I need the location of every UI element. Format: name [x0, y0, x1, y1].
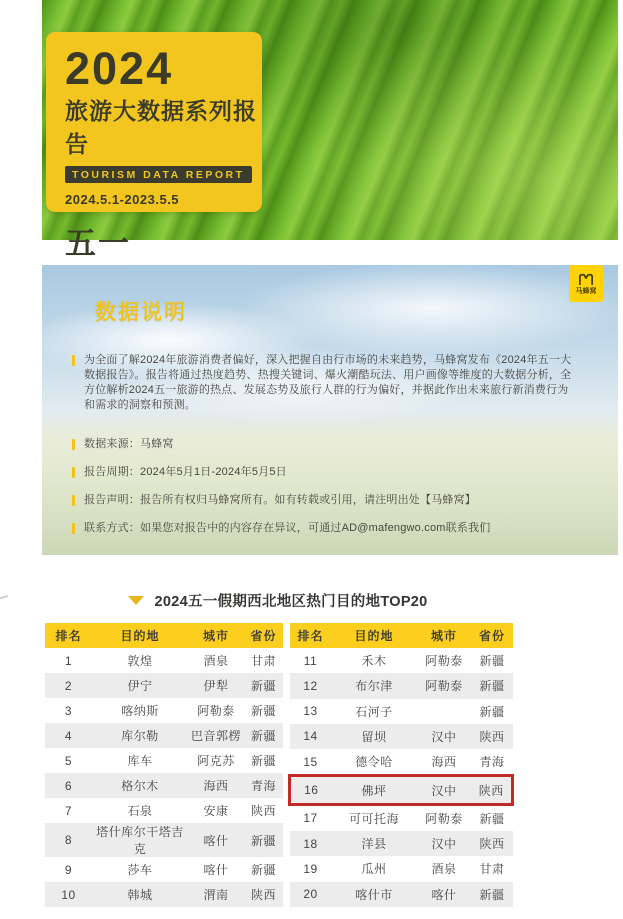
col-header-rank: 排名	[290, 623, 332, 648]
cell-city: 阿勒泰	[425, 811, 463, 826]
cell-city: 酒泉	[203, 654, 229, 668]
cell-destination: 韩城	[127, 888, 153, 902]
ranking-title: 2024五一假期西北地区热门目的地TOP20	[154, 593, 428, 610]
col-header-city: 城市	[417, 623, 472, 648]
cell-province: 陕西	[250, 888, 276, 902]
table-row	[45, 882, 283, 907]
cell-rank: 17	[303, 811, 318, 826]
table-row	[290, 831, 513, 856]
cell-rank: 14	[303, 729, 318, 744]
cell-city: 渭南	[203, 888, 229, 902]
cell-rank: 13	[303, 704, 318, 719]
cell-city: 阿勒泰	[425, 654, 463, 669]
cell-rank: 8	[64, 833, 73, 847]
cell-rank: 15	[303, 754, 318, 769]
table-row	[290, 648, 513, 673]
cell-rank: 6	[64, 778, 73, 793]
cell-province: 新疆	[479, 679, 505, 694]
cell-destination: 德令哈	[355, 755, 393, 770]
note-bullet-text: 联系方式：如果您对报告中的内容存在异议，可通过AD@mafengwo.com联系我们	[84, 522, 491, 534]
table-row	[290, 673, 513, 698]
cell-destination: 塔什库尔干塔吉克	[96, 825, 184, 856]
cover-holiday-label: 五一	[65, 226, 131, 261]
cell-destination: 喀纳斯	[121, 704, 159, 718]
ranking-title-row	[45, 590, 511, 610]
cell-city: 喀什	[203, 863, 229, 877]
cover-year: 2024	[65, 43, 174, 94]
cell-destination: 格尔木	[121, 779, 159, 793]
note-bullet	[72, 493, 577, 508]
cell-province: 青海	[479, 755, 505, 770]
cover-title-en-badge: TOURISM DATA REPORT	[65, 166, 252, 183]
cell-rank: 11	[303, 653, 318, 668]
cell-city: 海西	[203, 779, 229, 793]
table-row	[290, 856, 513, 881]
cell-destination: 洋县	[361, 837, 387, 852]
table-header-row	[290, 623, 513, 648]
cell-province: 甘肃	[250, 654, 276, 668]
cell-destination: 石泉	[127, 804, 153, 818]
cell-province: 新疆	[250, 863, 276, 877]
cell-city: 喀什	[203, 833, 229, 848]
note-bullet-text: 报告周期：2024年5月1日-2024年5月5日	[84, 466, 287, 478]
cell-destination: 喀什市	[355, 887, 393, 902]
bullet-bar-icon	[72, 355, 75, 366]
cell-city: 伊犁	[203, 679, 229, 693]
cell-destination: 敦煌	[127, 654, 153, 668]
cell-destination: 留坝	[361, 729, 387, 744]
table-row	[290, 749, 513, 776]
cell-province: 青海	[250, 779, 276, 793]
cell-province: 新疆	[479, 654, 505, 669]
table-row	[290, 776, 513, 804]
triangle-down-icon	[128, 596, 144, 605]
cell-province: 新疆	[479, 811, 505, 826]
cell-rank: 2	[64, 678, 73, 693]
cell-destination: 布尔津	[355, 679, 393, 694]
cell-city: 巴音郭楞	[190, 729, 241, 743]
bullet-bar-icon	[72, 467, 75, 478]
table-row	[45, 748, 283, 773]
cover-photo	[42, 0, 618, 261]
cover-title-card	[46, 32, 262, 261]
cell-rank: 5	[64, 753, 73, 768]
notes-heading: 数据说明	[95, 301, 187, 324]
cell-province: 陕西	[250, 804, 276, 818]
edge-artifact-icon	[0, 595, 10, 606]
cell-destination: 莎车	[127, 863, 153, 877]
cell-province: 新疆	[250, 679, 276, 693]
cell-city: 汉中	[431, 837, 457, 852]
ranking-section	[45, 590, 511, 907]
ranking-table-right	[288, 623, 514, 907]
table-row	[45, 773, 283, 798]
col-header-province: 省份	[472, 623, 513, 648]
cell-province: 甘肃	[479, 862, 505, 877]
col-header-destination: 目的地	[332, 623, 417, 648]
notes-body	[72, 353, 577, 549]
mafengwo-crown-icon	[577, 272, 595, 287]
cell-province: 陕西	[479, 729, 505, 744]
cell-province: 陕西	[472, 776, 513, 804]
brand-badge	[569, 265, 603, 302]
cell-city: 海西	[431, 755, 457, 770]
table-row	[290, 699, 513, 724]
table-row	[290, 804, 513, 831]
data-notes-card	[42, 265, 618, 555]
cell-city: 阿勒泰	[425, 679, 463, 694]
table-row	[290, 724, 513, 749]
note-bullet	[72, 437, 577, 452]
table-row	[45, 723, 283, 748]
table-row	[45, 648, 283, 673]
cell-province: 陕西	[479, 837, 505, 852]
note-bullet	[72, 465, 577, 480]
col-header-province: 省份	[244, 623, 283, 648]
bullet-bar-icon	[72, 523, 75, 534]
cell-province: 新疆	[250, 704, 276, 718]
cell-rank: 3	[64, 703, 73, 718]
cell-destination: 库车	[127, 754, 153, 768]
cell-destination: 瓜州	[361, 862, 387, 877]
cell-destination: 库尔勒	[121, 729, 159, 743]
cell-rank: 7	[64, 803, 73, 818]
cell-rank: 10	[61, 887, 76, 902]
cell-rank: 1	[64, 653, 73, 668]
table-row	[45, 673, 283, 698]
col-header-city: 城市	[188, 623, 244, 648]
table-row	[45, 857, 283, 882]
note-bullet-text: 数据来源：马蜂窝	[84, 438, 174, 450]
table-row	[45, 823, 283, 857]
note-bullet	[72, 521, 577, 536]
cell-destination: 可可托海	[348, 811, 399, 826]
bullet-bar-icon	[72, 495, 75, 506]
cell-city: 汉中	[417, 776, 472, 804]
cell-rank: 12	[303, 678, 318, 693]
notes-intro-text: 为全面了解2024年旅游消费者偏好，深入把握自由行市场的未来趋势，马蜂窝发布《2024年五一大数据报告》。报告将通过热度趋势、热搜关键词、爆火潮酷玩法、用户画像等维度的大数据分析，全方位解析2024五一旅游的热点、发展态势及旅行人群的行为偏好，并据此作出未来旅行新消费行为和需求的洞察和预测。	[84, 354, 572, 411]
table-row	[45, 698, 283, 723]
cell-city: 安康	[203, 804, 229, 818]
cell-destination: 佛坪	[332, 776, 417, 804]
cell-city: 阿勒泰	[197, 704, 235, 718]
cover-title-cn: 旅游大数据系列报告	[65, 98, 257, 157]
ranking-tables	[45, 623, 511, 907]
cell-rank: 20	[303, 887, 318, 902]
note-bullet-text: 报告声明：报告所有权归马蜂窝所有。如有转载或引用，请注明出处【马蜂窝】	[84, 494, 476, 506]
cell-province: 新疆	[479, 887, 505, 902]
bullet-bar-icon	[72, 439, 75, 450]
cell-city: 阿克苏	[197, 754, 235, 768]
col-header-rank: 排名	[45, 623, 92, 648]
cell-destination: 伊宁	[127, 679, 153, 693]
cell-province: 新疆	[250, 729, 276, 743]
cell-rank: 9	[64, 862, 73, 877]
cell-city	[417, 699, 472, 724]
cell-city: 酒泉	[431, 862, 457, 877]
table-header-row	[45, 623, 283, 648]
cell-destination: 石河子	[355, 704, 393, 719]
cell-rank: 4	[64, 728, 73, 743]
cell-destination: 禾木	[361, 654, 387, 669]
cell-city: 汉中	[431, 729, 457, 744]
cell-province: 新疆	[250, 754, 276, 768]
table-row	[45, 798, 283, 823]
cell-province: 新疆	[250, 833, 276, 848]
col-header-destination: 目的地	[92, 623, 188, 648]
cell-rank: 19	[303, 861, 318, 876]
notes-intro-item	[72, 353, 577, 413]
cover-date-range: 2024.5.1-2023.5.5	[65, 192, 180, 207]
ranking-table-left	[45, 623, 283, 907]
cell-rank: 16	[290, 776, 332, 804]
brand-name: 马蜂窝	[575, 288, 597, 295]
cell-province: 新疆	[479, 704, 505, 719]
cell-city: 喀什	[431, 887, 457, 902]
cell-rank: 18	[303, 836, 318, 851]
table-row	[290, 882, 513, 907]
